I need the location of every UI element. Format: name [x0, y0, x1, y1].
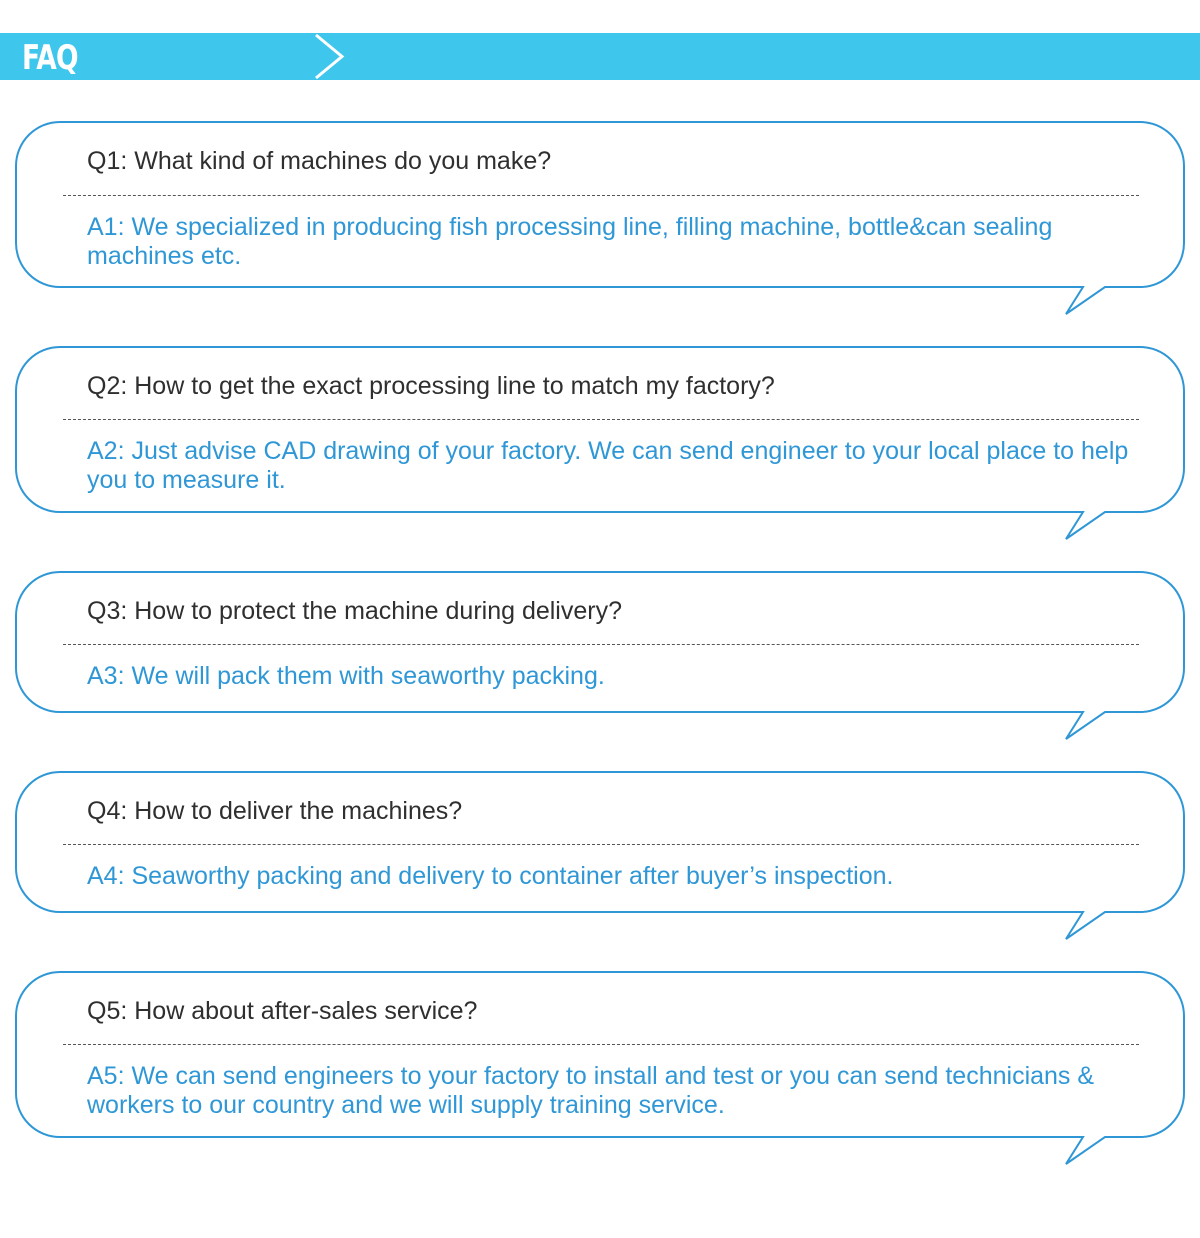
- faq-item-3: [15, 571, 1185, 741]
- dashed-divider: [63, 195, 1139, 196]
- faq-item-5: [15, 971, 1185, 1167]
- faq-title: FAQ: [22, 38, 78, 78]
- faq-item-1: [15, 121, 1185, 317]
- faq-item-4: [15, 771, 1185, 941]
- answer-text: A2: Just advise CAD drawing of your factory. We can send engineer to your local place to help you to measure it.: [87, 437, 1129, 494]
- question-text: Q3: How to protect the machine during delivery?: [87, 597, 622, 625]
- question-text: Q5: How about after-sales service?: [87, 997, 478, 1025]
- question-text: Q1: What kind of machines do you make?: [87, 147, 552, 175]
- dashed-divider: [63, 644, 1139, 645]
- faq-banner: [0, 33, 1200, 80]
- dashed-divider: [63, 419, 1139, 420]
- dashed-divider: [63, 1044, 1139, 1045]
- question-text: Q2: How to get the exact processing line to match my factory?: [87, 372, 775, 400]
- question-text: Q4: How to deliver the machines?: [87, 797, 463, 825]
- chevron-right-icon: [310, 33, 350, 80]
- answer-text: A5: We can send engineers to your factory to install and test or you can send technicians & workers to our country and we will supply training service.: [87, 1062, 1095, 1119]
- answer-text: A1: We specialized in producing fish processing line, filling machine, bottle&can sealing machines etc.: [87, 213, 1053, 270]
- faq-item-2: [15, 346, 1185, 542]
- dashed-divider: [63, 844, 1139, 845]
- answer-text: A3: We will pack them with seaworthy packing.: [87, 662, 605, 690]
- answer-text: A4: Seaworthy packing and delivery to container after buyer’s inspection.: [87, 862, 894, 890]
